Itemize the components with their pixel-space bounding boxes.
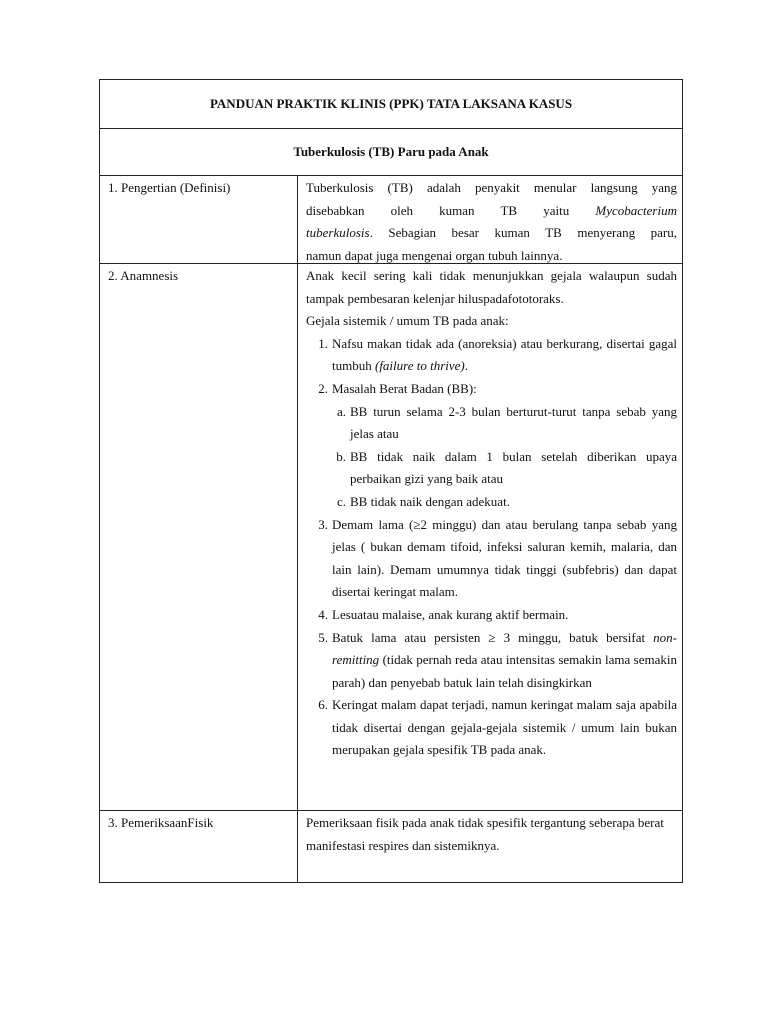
latin-term: Mycobacterium — [595, 202, 677, 218]
paragraph: Pemeriksaan fisik pada anak tidak spesifik tergantung seberapa berat manifestasi respires dan sistemiknya. — [306, 815, 664, 853]
list-number: 4. — [318, 606, 328, 622]
list-text: BB tidak naik dalam 1 bulan setelah diberikan upaya perbaikan gizi yang baik atau — [350, 448, 677, 487]
paragraph-line: namun dapat juga mengenai organ tubuh lainnya. — [306, 247, 563, 263]
list-letter: a. — [336, 403, 346, 419]
document-subtitle-cell — [100, 129, 682, 176]
paragraph: Anak kecil sering kali tidak menunjukkan gejala walaupun sudah tampak pembesaran kelenjar hiluspadafototoraks. — [306, 268, 677, 306]
section-label: 1. Pengertian (Definisi) — [100, 176, 298, 263]
list-text: Demam lama (≥2 minggu) dan atau berulang tanpa sebab yang jelas ( bukan demam tifoid, infeksi saluran kemih, malaria, dan lain lain). Demam umumnya tidak tinggi (subfebris) dan dapat disertai keringat malam. — [332, 516, 677, 600]
list-text: BB tidak naik dengan adekuat. — [350, 493, 510, 509]
list-number: 6. — [318, 697, 328, 713]
list-item — [306, 627, 677, 695]
section-label: 3. PemeriksaanFisik — [100, 811, 298, 882]
list-number: 2. — [318, 380, 328, 396]
list-item — [306, 604, 677, 627]
latin-term: tuberkulosis — [306, 225, 370, 241]
list-item — [306, 333, 677, 378]
list-number: 5. — [318, 629, 328, 645]
list-text: Batuk lama atau persisten ≥ 3 minggu, batuk bersifat non-remitting (tidak pernah reda atau intensitas semakin lama semakin parah) dan penyebab batuk lain telah disingkirkan — [332, 629, 677, 690]
list-item — [306, 378, 677, 401]
document-title-cell — [100, 80, 682, 129]
list-text: Lesuatau malaise, anak kurang aktif bermain. — [332, 606, 569, 622]
ppk-table — [99, 79, 683, 883]
list-letter: b. — [336, 448, 346, 464]
list-text: BB turun selama 2-3 bulan berturut-turut tanpa sebab yang jelas atau — [350, 403, 677, 442]
list-item — [306, 514, 677, 604]
sub-list-item — [306, 491, 677, 514]
list-text: Nafsu makan tidak ada (anoreksia) atau berkurang, disertai gagal tumbuh (failure to thrive). — [332, 335, 677, 374]
paragraph-line: disebabkan oleh kuman TB yaitu Mycobacterium — [306, 202, 677, 218]
paragraph-line: Tuberkulosis (TB) adalah penyakit menular langsung yang — [306, 180, 677, 195]
list-item — [306, 694, 677, 762]
section-content-pengertian — [298, 176, 682, 263]
list-number: 1. — [318, 335, 328, 351]
section-row-anamnesis — [100, 264, 682, 811]
list-text: Masalah Berat Badan (BB): — [332, 380, 477, 396]
paragraph-line: tuberkulosis. Sebagian besar kuman TB menyerang paru, — [306, 225, 677, 241]
section-row-pengertian — [100, 176, 682, 264]
section-content-anamnesis — [298, 264, 682, 810]
sub-list-item — [306, 446, 677, 491]
list-text: Keringat malam dapat terjadi, namun keringat malam saja apabila tidak disertai dengan gejala-gejala sistemik / umum lain bukan merupakan gejala spesifik TB pada anak. — [332, 697, 677, 758]
section-row-pemeriksaan-fisik — [100, 811, 682, 882]
paragraph: Gejala sistemik / umum TB pada anak: — [306, 313, 509, 329]
section-label: 2. Anamnesis — [100, 264, 298, 810]
section-content-pemeriksaan-fisik — [298, 811, 682, 882]
list-number: 3. — [318, 516, 328, 532]
document-subtitle: Tuberkulosis (TB) Paru pada Anak — [293, 144, 489, 159]
document-title: PANDUAN PRAKTIK KLINIS (PPK) TATA LAKSANA KASUS — [209, 96, 573, 111]
sub-list-item — [306, 401, 677, 446]
list-letter: c. — [336, 493, 346, 509]
